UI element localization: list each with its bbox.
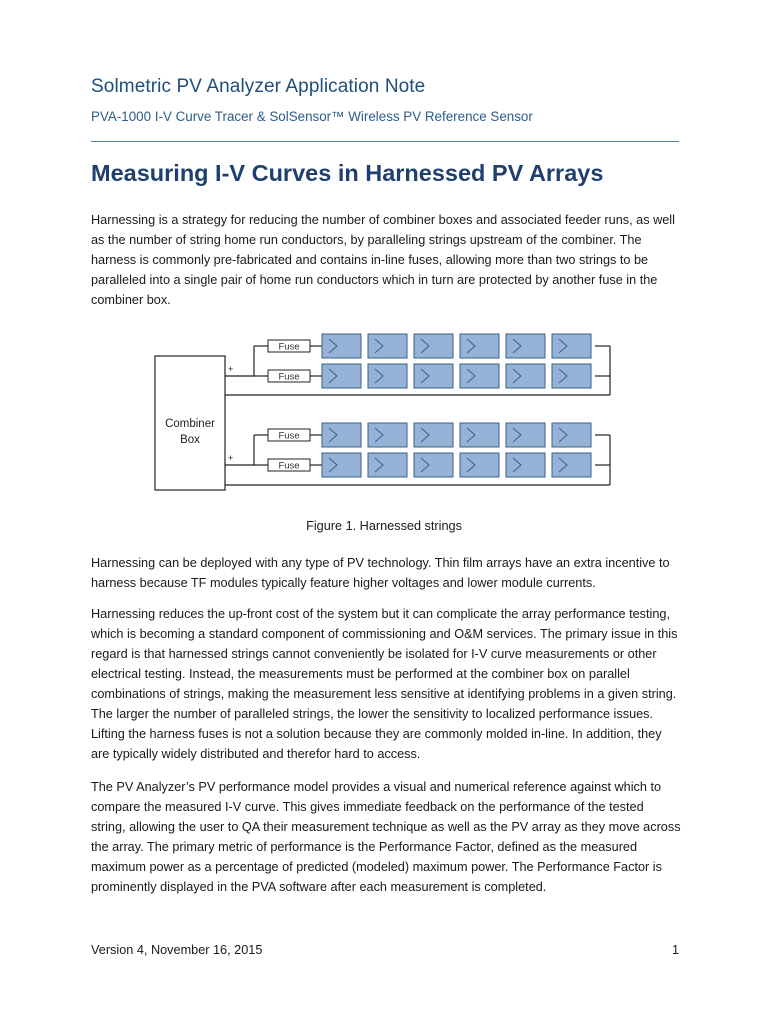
pv-module: [460, 423, 499, 447]
paragraph-line: combinations of strings, making the measurement less sensitive at identifying problems in a given string.: [91, 687, 677, 702]
paragraph-line: compare the measured I-V curve. This gives immediate feedback on the performance of the tested: [91, 800, 644, 815]
paragraph-line: harness is commonly pre-fabricated and contains in-line fuses, allowing more than two strings to be: [91, 253, 649, 268]
pv-module: [506, 364, 545, 388]
harnessed-strings-diagram: [150, 325, 620, 500]
pv-module: [460, 334, 499, 358]
pv-module: [322, 423, 361, 447]
paragraph-line: harness because TF modules typically feature higher voltages and lower module currents.: [91, 576, 596, 591]
paragraph-3: [91, 604, 683, 764]
footer-version: Version 4, November 16, 2015: [91, 943, 263, 957]
pv-module: [368, 453, 407, 477]
paragraph-line: Lifting the harness fuses is not a solution because they are commonly molded in-line. In addition, they: [91, 727, 662, 742]
paragraph-4: [91, 777, 683, 897]
paragraph-line: Harnessing reduces the up-front cost of the system but it can complicate the array performance testing,: [91, 607, 670, 621]
paragraph-line: which is becoming a standard component of commissioning and O&M services. The primary issue in this: [91, 627, 678, 642]
fuse-label: Fuse: [278, 430, 300, 442]
pv-module: [322, 453, 361, 477]
pv-modules: [322, 334, 591, 477]
paragraph-1: [91, 210, 683, 310]
paragraph-line: the array. The primary metric of performance is the Performance Factor, defined as the measured: [91, 840, 638, 855]
pv-module: [552, 453, 591, 477]
paragraph-line: as the number of string home run conductors, by paralleling strings upstream of the combiner. The: [91, 233, 642, 248]
pv-module: [414, 364, 453, 388]
plus-label: +: [228, 364, 234, 374]
pv-module: [368, 423, 407, 447]
header-subtitle: PVA-1000 I-V Curve Tracer & SolSensor™ Wireless PV Reference Sensor: [91, 109, 533, 124]
pv-module: [368, 364, 407, 388]
combiner-box-label: Box: [180, 434, 200, 446]
pv-module: [414, 453, 453, 477]
footer-page-number: 1: [671, 943, 679, 957]
fuse-group: [268, 340, 310, 472]
header-title: Solmetric PV Analyzer Application Note: [91, 76, 426, 97]
paragraph-line: string, allowing the user to QA their measurement technique as well as the PV array as they move across: [91, 820, 681, 835]
plus-label: +: [228, 453, 234, 463]
paragraph-line: Harnessing is a strategy for reducing the number of combiner boxes and associated feeder runs, as well: [91, 213, 675, 227]
pv-module: [414, 423, 453, 447]
pv-module: [506, 423, 545, 447]
pv-module: [460, 364, 499, 388]
paragraph-line: are typically widely distributed and therefor hard to access.: [91, 747, 421, 762]
paragraph-line: The larger the number of paralleled strings, the lower the sensitivity to localized performance issues.: [91, 707, 654, 722]
fuse-label: Fuse: [278, 460, 300, 472]
pv-module: [552, 423, 591, 447]
pv-module: [414, 334, 453, 358]
paragraph-line: maximum power as a percentage of predicted (modeled) maximum power. The Performance Factor is: [91, 860, 662, 875]
pv-module: [506, 334, 545, 358]
paragraph-line: regard is that harnessed strings cannot conveniently be isolated for I-V curve measurements or other: [91, 647, 657, 662]
pv-module: [322, 364, 361, 388]
paragraph-line: prominently displayed in the PVA software after each measurement is completed.: [91, 880, 547, 895]
fuse-label: Fuse: [278, 371, 300, 383]
paragraph-line: The PV Analyzer’s PV performance model provides a visual and numerical reference against which to: [91, 780, 662, 794]
header-rule: [91, 141, 679, 142]
pv-module: [322, 334, 361, 358]
combiner-box-label: Combiner: [165, 418, 215, 430]
pv-module: [506, 453, 545, 477]
paragraph-line: paralleled into a single pair of home run conductors which in turn are protected by another fuse in the: [91, 273, 658, 288]
paragraph-line: electrical testing. Instead, the measurements must be performed at the combiner box on parallel: [91, 667, 630, 682]
figure-caption: Figure 1. Harnessed strings: [306, 519, 462, 533]
document-title: Measuring I-V Curves in Harnessed PV Arrays: [91, 160, 604, 186]
pv-module: [368, 334, 407, 358]
pv-module: [460, 453, 499, 477]
paragraph-2: [91, 553, 683, 593]
paragraph-line: combiner box.: [91, 293, 171, 308]
paragraph-line: Harnessing can be deployed with any type of PV technology. Thin film arrays have an extra incentive to: [91, 556, 670, 570]
pv-module: [552, 334, 591, 358]
fuse-label: Fuse: [278, 341, 300, 353]
pv-module: [552, 364, 591, 388]
